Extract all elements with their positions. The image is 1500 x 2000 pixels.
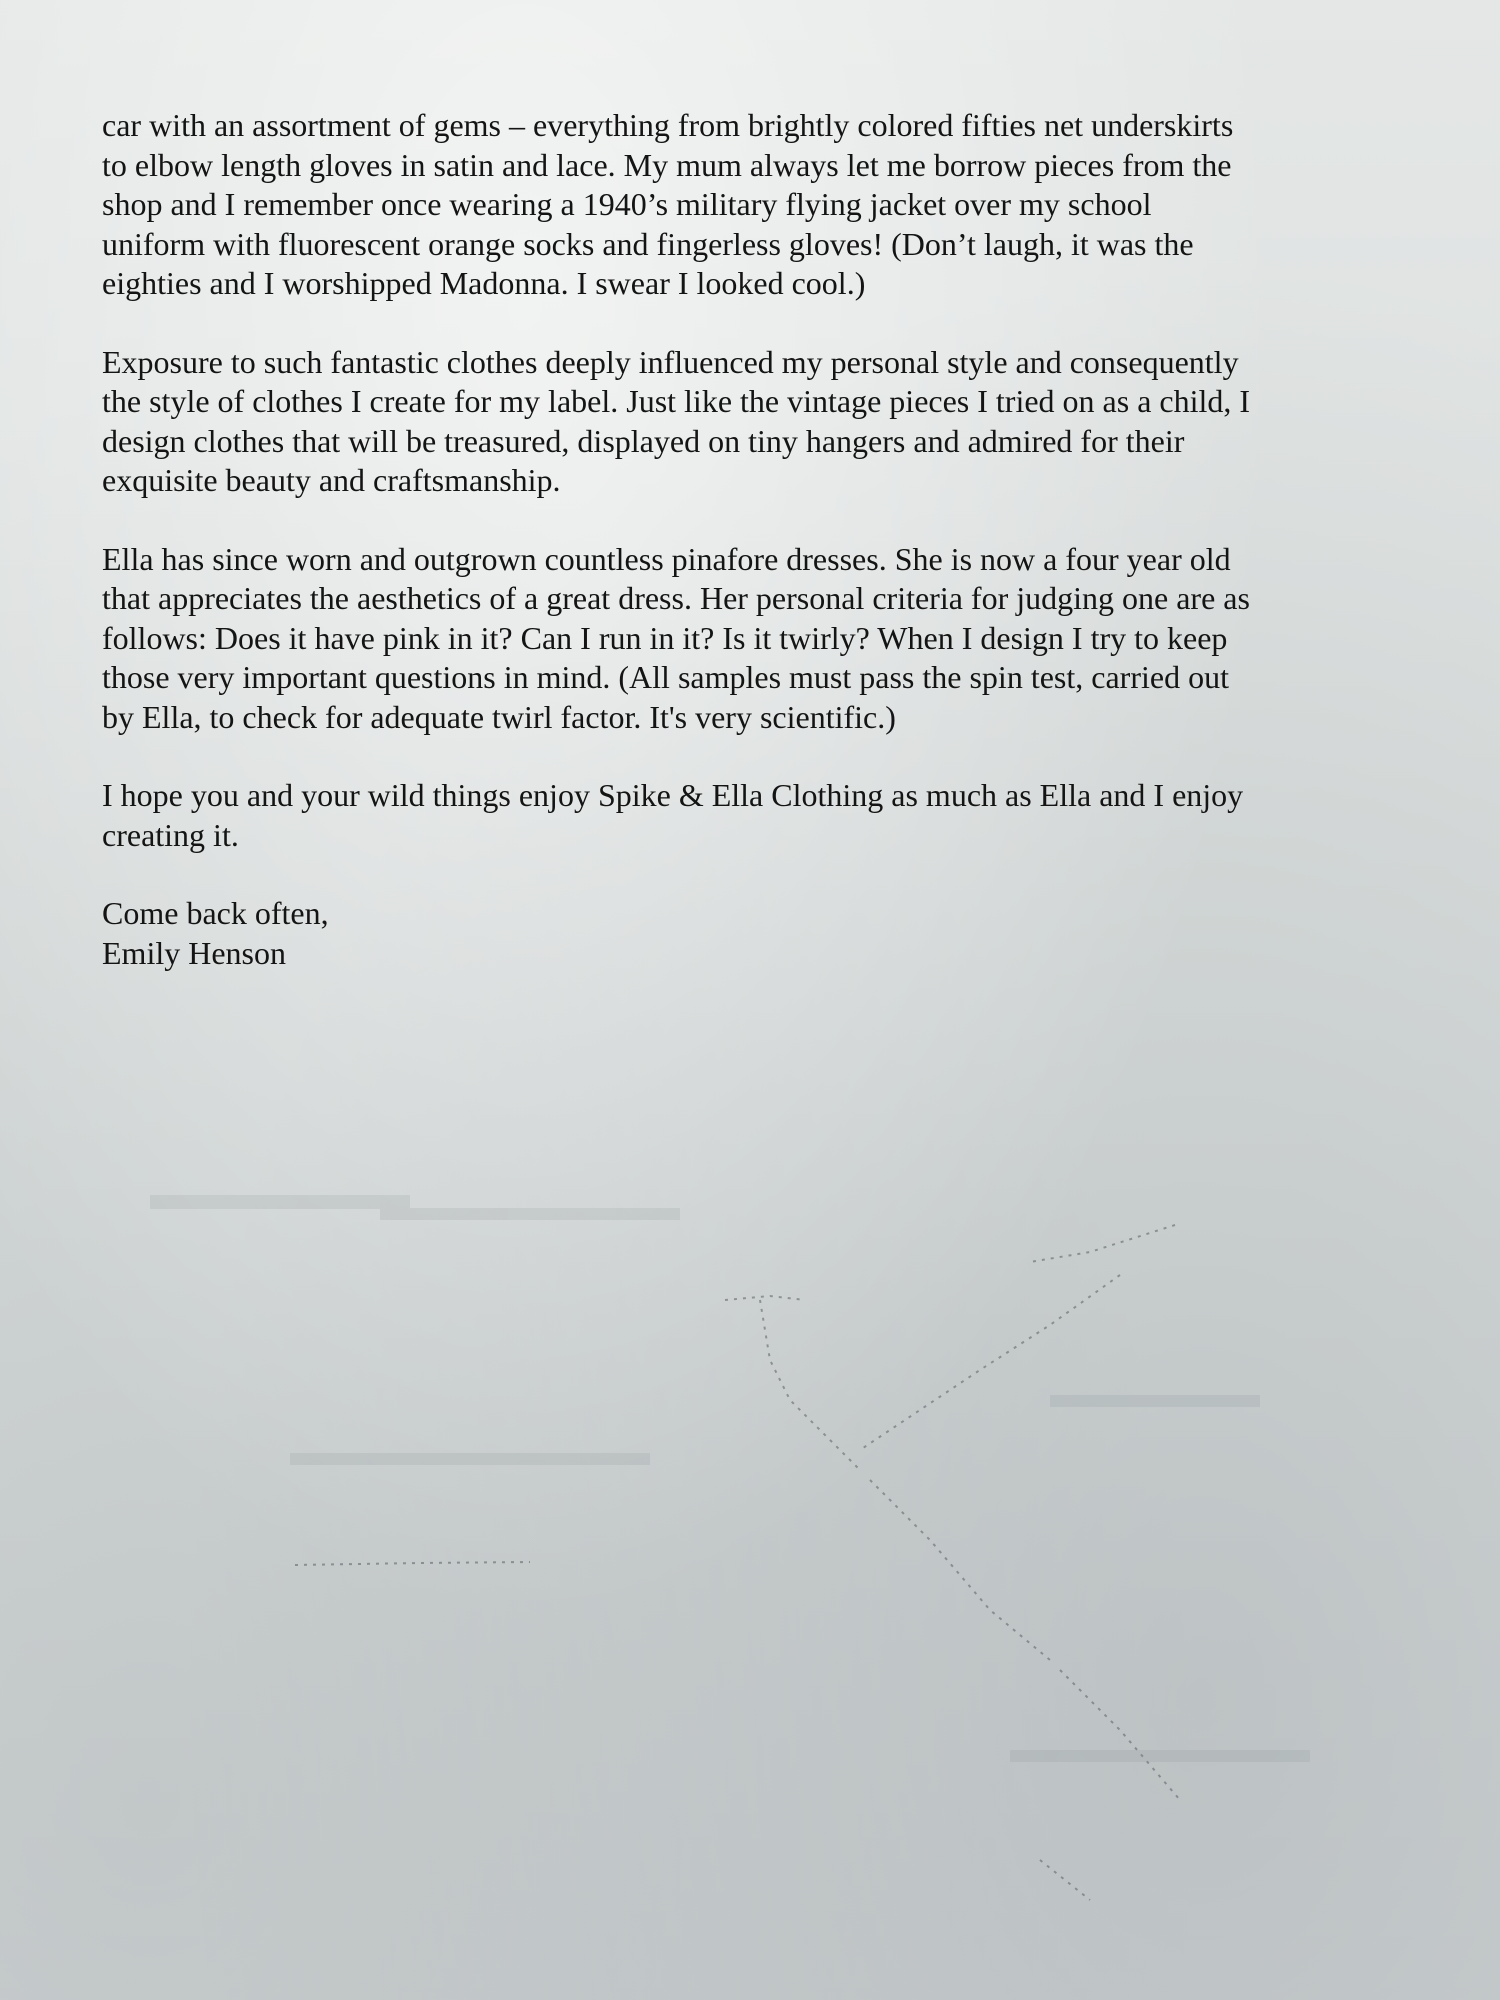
faint-stroke-mark xyxy=(1040,1860,1090,1900)
faint-stroke-mark xyxy=(295,1562,530,1565)
ghost-text-line xyxy=(1050,1395,1260,1407)
faint-stroke-mark xyxy=(870,1480,1050,1660)
faint-stroke-mark xyxy=(1060,1670,1180,1800)
letter-paragraph: I hope you and your wild things enjoy Spike & Ella Clothing as much as Ella and I enjoy creating it. xyxy=(102,777,1244,853)
letter-body xyxy=(102,106,1402,973)
ghost-text-line xyxy=(290,1453,650,1465)
letter-paragraph: Ella has since worn and outgrown countless pinafore dresses. She is now a four year old that appreciates the aesthetics of a great dress. Her personal criteria for judging one are as follows: Does it have pink in it? Can I run in it? Is it twirly? When I design I try to keep those very important questions in mind. (All samples must pass the spin test, carried out by Ella, to check for adequate twirl factor. It's very scientific.) xyxy=(102,540,1250,735)
ghost-text-line xyxy=(1010,1750,1310,1762)
closing-line: Come back often, xyxy=(102,895,329,931)
letter-closing-block xyxy=(102,894,1402,973)
faint-stroke-mark xyxy=(760,1300,860,1470)
faint-stroke-mark xyxy=(725,1296,805,1300)
faint-stroke-mark xyxy=(860,1275,1120,1450)
signature-name: Emily Henson xyxy=(102,934,286,971)
faint-stroke-mark xyxy=(1030,1225,1175,1262)
ghost-text-line xyxy=(380,1208,680,1220)
letter-paragraph: Exposure to such fantastic clothes deeply influenced my personal style and consequently the style of clothes I create for my label. Just like the vintage pieces I tried on as a child, I design clothes that will be treasured, displayed on tiny hangers and admired for their exquisite beauty and craftsmanship. xyxy=(102,343,1251,498)
ghost-text-line xyxy=(150,1195,410,1209)
letter-paragraph: car with an assortment of gems – everything from brightly colored fifties net underskirts to elbow length gloves in satin and lace. My mum always let me borrow pieces from the shop and I remember once wearing a 1940’s military flying jacket over my school uniform with fluorescent orange socks and fingerless gloves! (Don’t laugh, it was the eighties and I worshipped Madonna. I swear I looked cool.) xyxy=(102,107,1234,301)
